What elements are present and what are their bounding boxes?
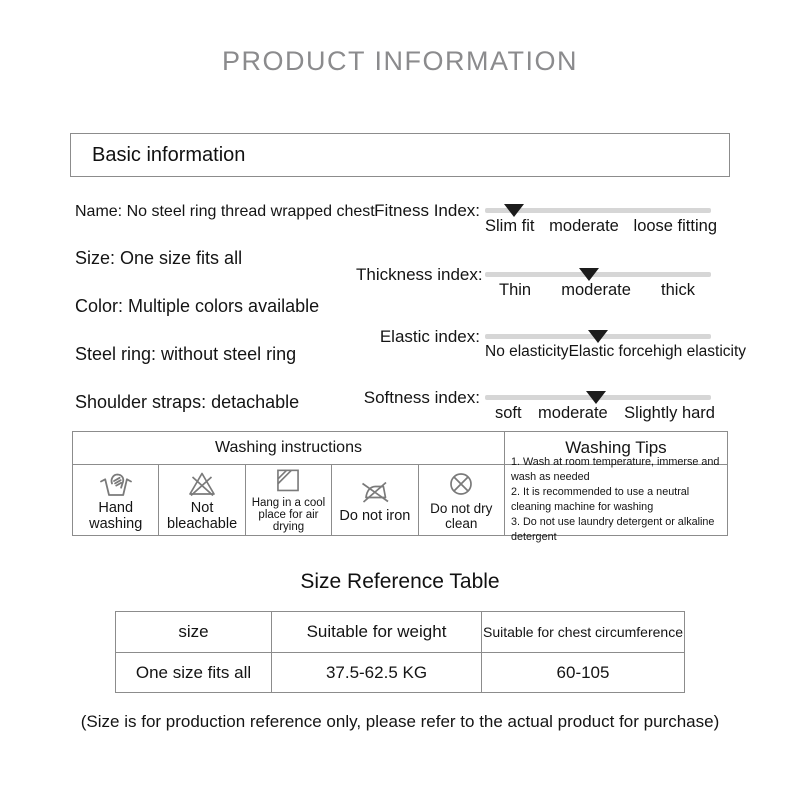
level-label: thick (661, 281, 695, 299)
level-label: Elastic force (568, 343, 653, 360)
thickness-index-label: Thickness index: (356, 265, 483, 284)
footer-note: (Size is for production reference only, please refer to the actual product for purchase) (80, 712, 720, 731)
not-bleachable-icon (185, 468, 219, 498)
level-label: loose fitting (633, 217, 717, 235)
thickness-index-marker-icon (579, 268, 599, 281)
do-not-iron-icon (355, 476, 395, 506)
washing-tip: 2. It is recommended to use a neutral cleaning machine for washing (510, 486, 690, 513)
info-size: Size: One size fits all (75, 248, 243, 268)
thickness-index-track (485, 265, 711, 300)
elastic-index-track (485, 327, 747, 361)
elastic-index-row (356, 327, 747, 361)
wash-cell-do-not-iron (332, 465, 418, 535)
wash-label: Not bleachable (167, 500, 238, 532)
hand-washing-icon (95, 468, 137, 498)
fitness-index-marker-icon (504, 204, 524, 217)
elastic-index-marker-icon (588, 330, 608, 343)
elastic-index-levels (485, 343, 747, 361)
size-table-title: Size Reference Table (300, 570, 500, 593)
size-table-header: Suitable for weight (271, 612, 481, 652)
wash-cell-hand-washing (73, 465, 159, 535)
info-name: Name: No steel ring thread wrapped chest (75, 203, 375, 220)
level-label: No elasticity (485, 343, 569, 360)
basic-info-content (0, 177, 800, 431)
washing-instructions-header: Washing instructions (73, 432, 505, 465)
elastic-index-label: Elastic index: (379, 327, 480, 346)
washing-tip: 3. Do not use laundry detergent or alkaline detergent (510, 515, 715, 543)
softness-index-track (485, 388, 715, 423)
washing-tip: 1. Wash at room temperature, immerse and wash as needed (510, 456, 720, 484)
wash-label: Do not dry clean (430, 501, 493, 531)
thickness-index-levels (499, 281, 695, 300)
softness-index-levels (495, 404, 715, 423)
fitness-index-track (485, 201, 717, 236)
softness-index-label: Softness index: (363, 388, 480, 407)
size-table-cell: 37.5-62.5 KG (271, 652, 481, 692)
level-label: high elasticity (652, 343, 747, 360)
size-table-header: size (178, 622, 209, 641)
softness-index-row (356, 388, 715, 423)
level-label: moderate (538, 404, 608, 422)
size-table-header: Suitable for chest circumference (481, 612, 684, 652)
size-table-cell: One size fits all (116, 652, 271, 692)
washing-tips-header: Washing Tips (505, 432, 727, 465)
wash-label: Hang in a cool place for air drying (251, 496, 326, 533)
wash-cell-not-bleachable (159, 465, 245, 535)
level-label: Thin (499, 281, 532, 299)
level-label: Slim fit (485, 217, 535, 235)
wash-cell-hang-dry (246, 465, 332, 535)
size-table-cell: 60-105 (481, 652, 684, 692)
fitness-index-levels (485, 217, 717, 236)
fitness-index-label: Fitness Index: (374, 201, 480, 220)
level-label: moderate (549, 217, 619, 235)
level-label: Slightly hard (624, 404, 715, 422)
fitness-index-row (356, 201, 717, 236)
page-title: PRODUCT INFORMATION (222, 46, 578, 76)
basic-information-header (70, 133, 730, 177)
hang-dry-icon (272, 467, 304, 494)
level-label: moderate (561, 281, 631, 299)
size-reference-table (115, 611, 685, 693)
wash-label: Hand washing (89, 500, 143, 532)
washing-table (72, 431, 728, 543)
info-color: Color: Multiple colors available (75, 296, 320, 316)
basic-information-title: Basic information (92, 143, 246, 166)
info-steel-ring: Steel ring: without steel ring (75, 344, 297, 364)
basic-info-list (75, 203, 375, 440)
level-label: soft (495, 404, 522, 422)
thickness-index-row (356, 265, 711, 300)
wash-label: Do not iron (339, 507, 411, 524)
softness-index-marker-icon (586, 391, 606, 404)
wash-cell-do-not-dry-clean (419, 465, 505, 535)
info-shoulder-straps: Shoulder straps: detachable (75, 392, 300, 412)
do-not-dry-clean-icon (444, 469, 478, 499)
washing-tips-list (505, 456, 727, 543)
